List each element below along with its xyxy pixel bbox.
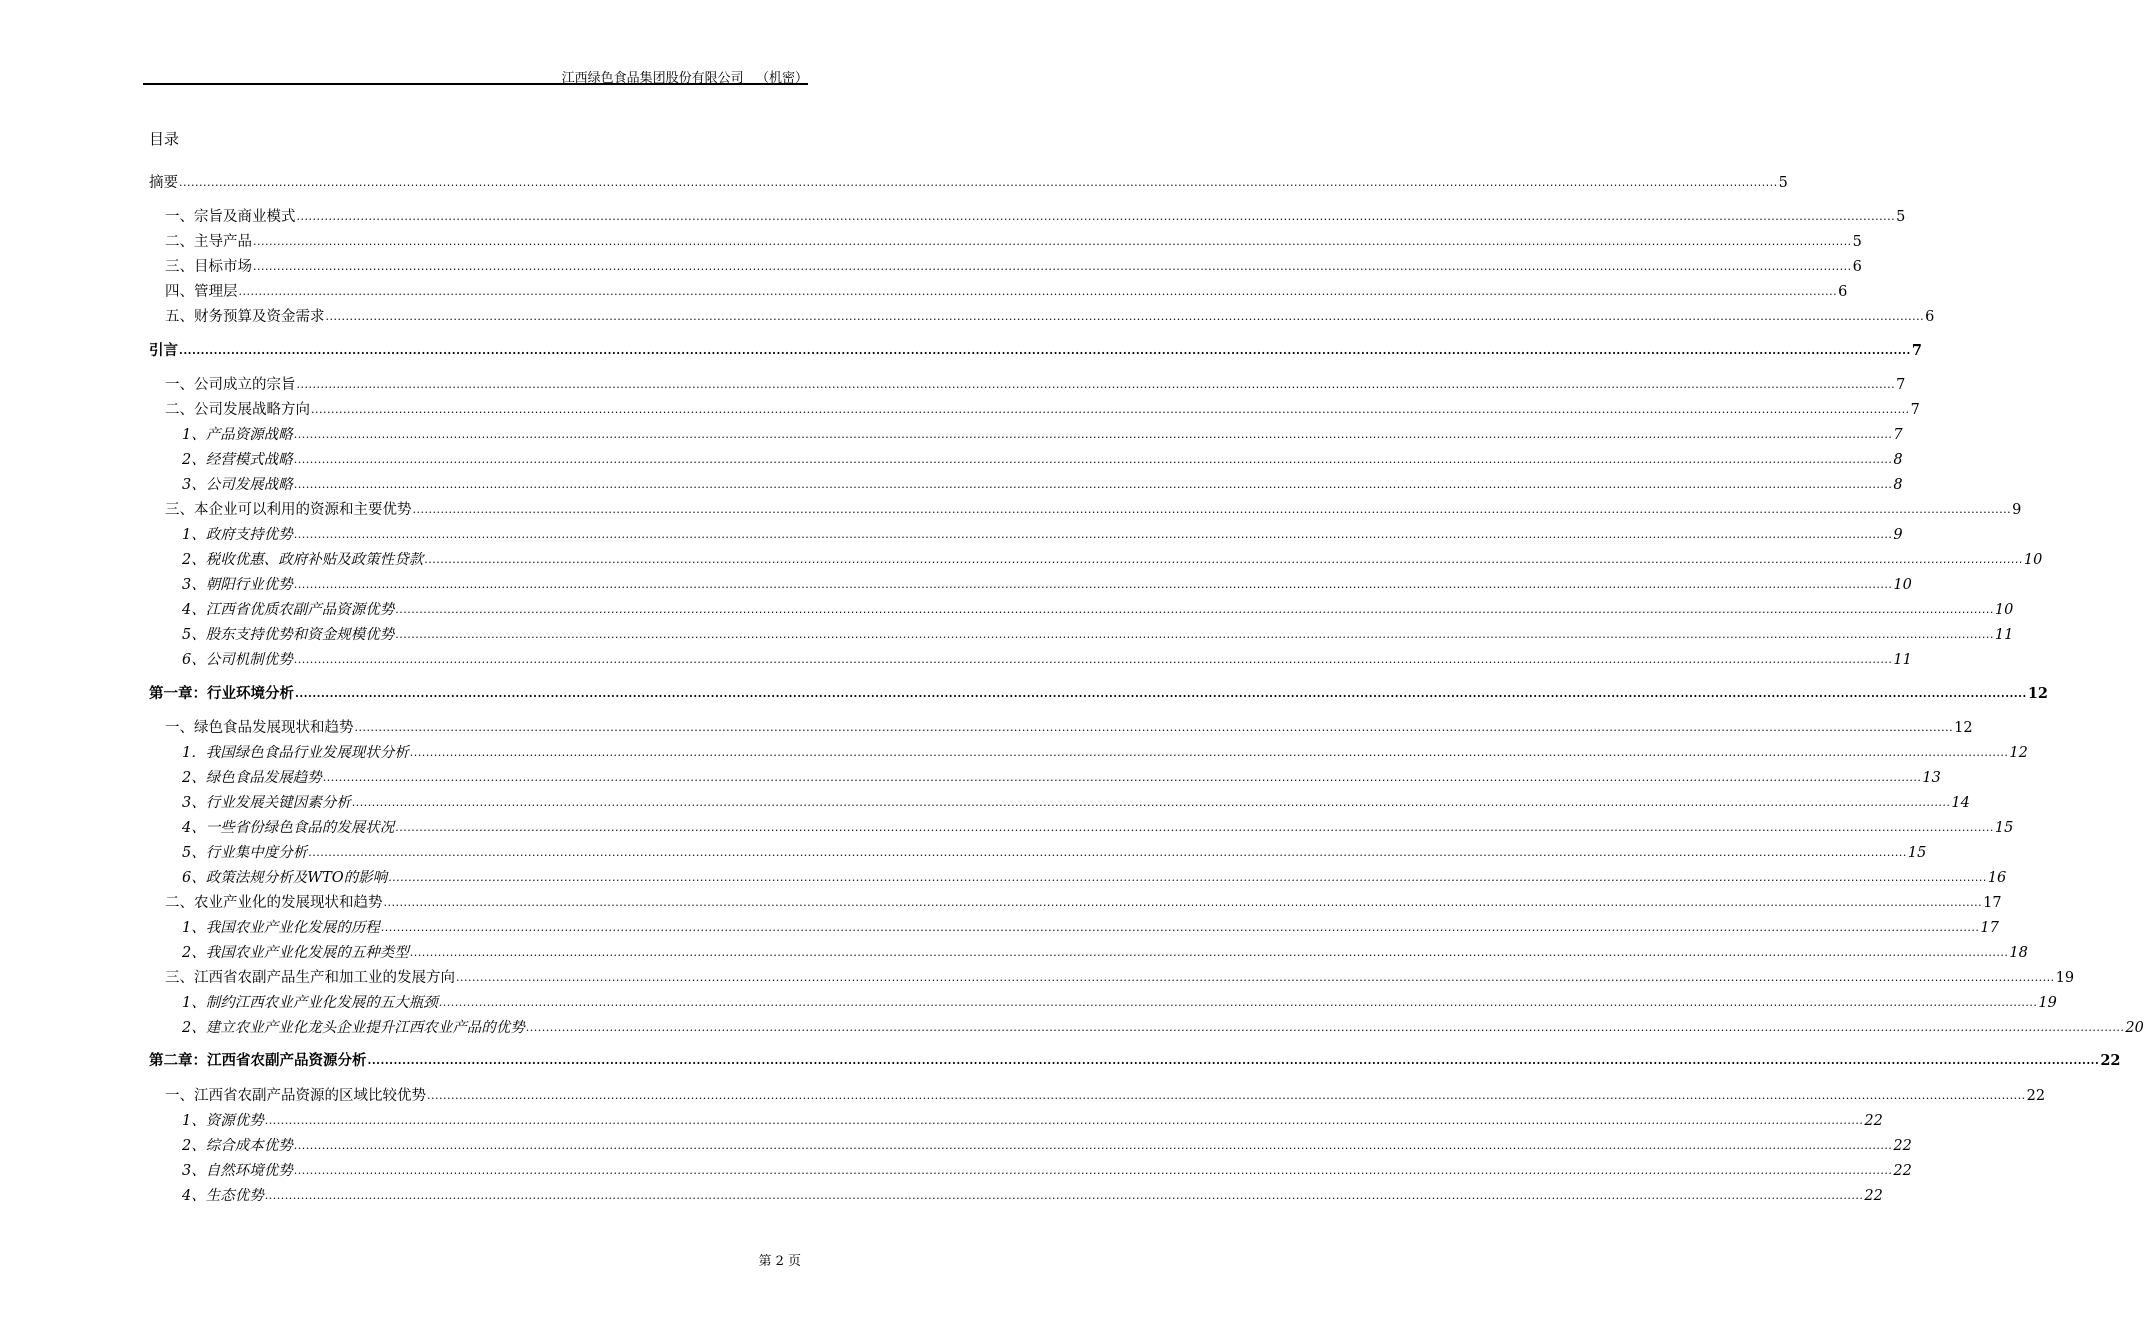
toc-entry-page: 17	[1983, 895, 2002, 911]
toc-entry-title: 三、本企业可以利用的资源和主要优势	[165, 502, 412, 518]
toc-entry-title: 一、宗旨及商业模式	[165, 209, 296, 225]
toc-entry-page: 22	[2100, 1052, 2121, 1069]
toc-entry[interactable]	[149, 472, 1903, 494]
toc-entry[interactable]	[149, 170, 1788, 192]
toc-entry-title: 1、我国农业产业化发展的历程	[182, 920, 380, 936]
toc-leader-dots: ................................................................................................................................................................................................................................................................................................................................................................................................................	[395, 628, 1994, 641]
page-number: 第 2 页	[758, 1254, 801, 1269]
toc-entry-title: 二、公司发展战略方向	[165, 402, 310, 418]
toc-entry[interactable]	[149, 681, 2049, 703]
toc-leader-dots: ................................................................................................................................................................................................................................................................................................................................................................................................................	[409, 746, 2009, 759]
toc-leader-dots: ................................................................................................................................................................................................................................................................................................................................................................................................................	[295, 687, 2027, 700]
toc-leader-dots: ................................................................................................................................................................................................................................................................................................................................................................................................................	[293, 1164, 1893, 1177]
toc-leader-dots: ................................................................................................................................................................................................................................................................................................................................................................................................................	[367, 1054, 2100, 1067]
toc-entry-title: 4、江西省优质农副产品资源优势	[182, 602, 395, 618]
toc-entry[interactable]	[149, 740, 2028, 762]
toc-leader-dots: ................................................................................................................................................................................................................................................................................................................................................................................................................	[293, 528, 1893, 541]
toc-entry[interactable]	[149, 422, 1903, 444]
toc-entry-title: 第二章：江西省农副产品资源分析	[149, 1052, 367, 1069]
toc-entry-title: 2、综合成本优势	[182, 1138, 293, 1154]
toc-leader-dots: ................................................................................................................................................................................................................................................................................................................................................................................................................	[311, 403, 1910, 416]
toc-entry-page: 8	[1893, 452, 1903, 468]
toc-entry-page: 18	[2009, 945, 2028, 961]
toc-entry-page: 17	[1980, 920, 1999, 936]
toc-leader-dots: ................................................................................................................................................................................................................................................................................................................................................................................................................	[383, 896, 1983, 909]
toc-entry-title: 3、自然环境优势	[182, 1163, 293, 1179]
toc-entry-page: 15	[1907, 845, 1927, 861]
toc-entry[interactable]	[149, 522, 1903, 544]
toc-entry-title: 3、朝阳行业优势	[182, 577, 293, 593]
toc-entry-title: 6、公司机制优势	[182, 652, 293, 668]
toc-entry[interactable]	[149, 990, 2057, 1012]
toc-entry[interactable]	[149, 940, 2028, 962]
toc-entry[interactable]	[149, 890, 2002, 912]
toc-entry-title: 5、股东支持优势和资金规模优势	[182, 627, 395, 643]
toc-entry-title: 3、行业发展关键因素分析	[182, 795, 351, 811]
toc-leader-dots: ................................................................................................................................................................................................................................................................................................................................................................................................................	[438, 996, 2038, 1009]
toc-entry-page: 11	[1994, 627, 2014, 643]
toc-entry[interactable]	[149, 1183, 1883, 1205]
toc-entry[interactable]	[149, 622, 2014, 644]
toc-entry-page: 6	[1852, 259, 1862, 275]
toc-leader-dots: ................................................................................................................................................................................................................................................................................................................................................................................................................	[409, 946, 2009, 959]
toc-entry[interactable]	[149, 229, 1862, 251]
toc-leader-dots: ................................................................................................................................................................................................................................................................................................................................................................................................................	[424, 553, 2023, 566]
toc-entry-title: 4、一些省份绿色食品的发展状况	[182, 820, 395, 836]
toc-leader-dots: ................................................................................................................................................................................................................................................................................................................................................................................................................	[293, 428, 1893, 441]
toc-leader-dots: ................................................................................................................................................................................................................................................................................................................................................................................................................	[412, 503, 2012, 516]
toc-entry-title: 2、我国农业产业化发展的五种类型	[182, 945, 409, 961]
toc-entry-title: 三、目标市场	[165, 259, 252, 275]
toc-entry[interactable]	[149, 304, 1935, 326]
toc-leader-dots: ................................................................................................................................................................................................................................................................................................................................................................................................................	[253, 260, 1852, 273]
toc-entry-page: 5	[1896, 209, 1906, 225]
toc-title: 目录	[149, 130, 180, 148]
toc-leader-dots: ................................................................................................................................................................................................................................................................................................................................................................................................................	[293, 578, 1893, 591]
toc-leader-dots: ................................................................................................................................................................................................................................................................................................................................................................................................................	[456, 971, 2055, 984]
toc-leader-dots: ................................................................................................................................................................................................................................................................................................................................................................................................................	[293, 653, 1893, 666]
toc-entry[interactable]	[149, 1083, 2046, 1105]
toc-entry-page: 7	[1910, 402, 1920, 418]
toc-entry-page: 19	[2055, 970, 2075, 986]
toc-leader-dots: ................................................................................................................................................................................................................................................................................................................................................................................................................	[308, 846, 1907, 859]
toc-entry[interactable]	[149, 1108, 1883, 1130]
toc-entry[interactable]	[149, 1015, 2144, 1037]
toc-entry-page: 7	[1896, 377, 1906, 393]
toc-leader-dots: ................................................................................................................................................................................................................................................................................................................................................................................................................	[293, 1139, 1893, 1152]
toc-entry-title: 3、公司发展战略	[182, 477, 293, 493]
toc-entry-page: 10	[1994, 602, 2014, 618]
toc-entry[interactable]	[149, 338, 1922, 360]
toc-entry-page: 16	[1987, 870, 2007, 886]
toc-entry-page: 12	[1954, 720, 1973, 736]
toc-entry-page: 7	[1893, 427, 1903, 443]
toc-leader-dots: ................................................................................................................................................................................................................................................................................................................................................................................................................	[395, 603, 1994, 616]
toc-entry-title: 第一章：行业环境分析	[149, 685, 294, 702]
toc-entry-page: 5	[1852, 234, 1862, 250]
toc-entry-title: 摘要	[149, 175, 178, 191]
toc-leader-dots: ................................................................................................................................................................................................................................................................................................................................................................................................................	[325, 310, 1925, 323]
toc-entry-page: 12	[2009, 745, 2028, 761]
toc-entry[interactable]	[149, 915, 1999, 937]
toc-entry[interactable]	[149, 497, 2022, 519]
toc-entry-title: 6、政策法规分析及WTO的影响	[182, 870, 388, 886]
toc-entry-title: 1、制约江西农业产业化发展的五大瓶颈	[182, 995, 438, 1011]
toc-entry-title: 1、资源优势	[182, 1113, 264, 1129]
toc-leader-dots: ................................................................................................................................................................................................................................................................................................................................................................................................................	[296, 210, 1896, 223]
toc-leader-dots: ................................................................................................................................................................................................................................................................................................................................................................................................................	[322, 771, 1922, 784]
toc-entry-title: 二、主导产品	[165, 234, 252, 250]
toc-entry-title: 1、产品资源战略	[182, 427, 293, 443]
toc-leader-dots: ................................................................................................................................................................................................................................................................................................................................................................................................................	[238, 285, 1838, 298]
toc-entry-title: 1．我国绿色食品行业发展现状分析	[182, 745, 409, 761]
toc-entry-page: 5	[1778, 175, 1788, 191]
toc-entry-title: 一、江西省农副产品资源的区域比较优势	[165, 1088, 426, 1104]
toc-entry-page: 22	[2026, 1088, 2046, 1104]
toc-entry-page: 6	[1925, 309, 1935, 325]
company-name: 江西绿色食品集团股份有限公司	[561, 71, 744, 86]
toc-entry[interactable]	[149, 572, 1912, 594]
toc-entry-title: 4、生态优势	[182, 1188, 264, 1204]
toc-leader-dots: ................................................................................................................................................................................................................................................................................................................................................................................................................	[395, 821, 1994, 834]
confidential-label: （机密）	[755, 71, 808, 86]
toc-leader-dots: ................................................................................................................................................................................................................................................................................................................................................................................................................	[380, 921, 1980, 934]
toc-leader-dots: ................................................................................................................................................................................................................................................................................................................................................................................................................	[293, 453, 1893, 466]
toc-entry-page: 9	[2012, 502, 2022, 518]
toc-entry[interactable]	[149, 790, 1970, 812]
toc-entry[interactable]	[149, 597, 2014, 619]
toc-entry[interactable]	[149, 1048, 2121, 1070]
toc-entry-page: 22	[1864, 1113, 1883, 1129]
toc-entry-title: 2、建立农业产业化龙头企业提升江西农业产品的优势	[182, 1020, 525, 1036]
toc-entry[interactable]	[149, 204, 1906, 226]
toc-entry[interactable]	[149, 647, 1912, 669]
toc-entry-title: 2、税收优惠、政府补贴及政策性贷款	[182, 552, 424, 568]
toc-entry[interactable]	[149, 815, 2014, 837]
toc-entry[interactable]	[149, 1158, 1912, 1180]
toc-entry-page: 22	[1893, 1163, 1912, 1179]
toc-entry-title: 2、经营模式战略	[182, 452, 293, 468]
toc-entry[interactable]	[149, 865, 2007, 887]
toc-entry-title: 五、财务预算及资金需求	[165, 309, 325, 325]
toc-entry-page: 7	[1911, 342, 1922, 359]
toc-leader-dots: ................................................................................................................................................................................................................................................................................................................................................................................................................	[388, 871, 1987, 884]
toc-leader-dots: ................................................................................................................................................................................................................................................................................................................................................................................................................	[264, 1114, 1864, 1127]
toc-entry-title: 四、管理层	[165, 284, 238, 300]
toc-leader-dots: ................................................................................................................................................................................................................................................................................................................................................................................................................	[253, 235, 1852, 248]
toc-leader-dots: ................................................................................................................................................................................................................................................................................................................................................................................................................	[293, 478, 1893, 491]
toc-entry-page: 6	[1838, 284, 1848, 300]
toc-entry[interactable]	[149, 547, 2043, 569]
toc-entry-title: 1、政府支持优势	[182, 527, 293, 543]
toc-leader-dots: ................................................................................................................................................................................................................................................................................................................................................................................................................	[525, 1021, 2125, 1034]
toc-entry-title: 2、绿色食品发展趋势	[182, 770, 322, 786]
toc-entry-page: 13	[1922, 770, 1941, 786]
toc-entry[interactable]	[149, 715, 1973, 737]
toc-leader-dots: ................................................................................................................................................................................................................................................................................................................................................................................................................	[427, 1089, 2026, 1102]
toc-entry-title: 三、江西省农副产品生产和加工业的发展方向	[165, 970, 455, 986]
toc-entry-page: 12	[2027, 685, 2049, 702]
toc-entry[interactable]	[149, 447, 1903, 469]
toc-entry-page: 10	[1893, 577, 1912, 593]
toc-entry-title: 一、绿色食品发展现状和趋势	[165, 720, 354, 736]
toc-entry-page: 19	[2038, 995, 2057, 1011]
toc-entry-page: 15	[1994, 820, 2014, 836]
toc-entry[interactable]	[149, 372, 1906, 394]
toc-entry-page: 11	[1893, 652, 1912, 668]
toc-entry[interactable]	[149, 840, 1927, 862]
toc-entry-title: 一、公司成立的宗旨	[165, 377, 296, 393]
toc-entry[interactable]	[149, 397, 1920, 419]
toc-entry[interactable]	[149, 1133, 1912, 1155]
toc-leader-dots: ................................................................................................................................................................................................................................................................................................................................................................................................................	[351, 796, 1951, 809]
toc-leader-dots: ................................................................................................................................................................................................................................................................................................................................................................................................................	[264, 1189, 1864, 1202]
toc-entry-page: 9	[1893, 527, 1903, 543]
toc-entry[interactable]	[149, 279, 1848, 301]
toc-leader-dots: ................................................................................................................................................................................................................................................................................................................................................................................................................	[296, 378, 1896, 391]
toc-entry[interactable]	[149, 965, 2075, 987]
toc-entry[interactable]	[149, 765, 1941, 787]
toc-entry-page: 22	[1893, 1138, 1912, 1154]
toc-entry-page: 20	[2125, 1020, 2144, 1036]
toc-entry-page: 22	[1864, 1188, 1883, 1204]
toc-entry-page: 10	[2023, 552, 2043, 568]
toc-entry-page: 14	[1951, 795, 1970, 811]
toc-leader-dots: ................................................................................................................................................................................................................................................................................................................................................................................................................	[354, 721, 1954, 734]
toc-entry[interactable]	[149, 254, 1862, 276]
toc-entry-title: 引言	[149, 342, 178, 359]
toc-entry-title: 二、农业产业化的发展现状和趋势	[165, 895, 383, 911]
toc-leader-dots: ................................................................................................................................................................................................................................................................................................................................................................................................................	[179, 176, 1778, 189]
toc-entry-title: 5、行业集中度分析	[182, 845, 308, 861]
toc-entry-page: 8	[1893, 477, 1903, 493]
toc-leader-dots: ................................................................................................................................................................................................................................................................................................................................................................................................................	[179, 344, 1911, 357]
